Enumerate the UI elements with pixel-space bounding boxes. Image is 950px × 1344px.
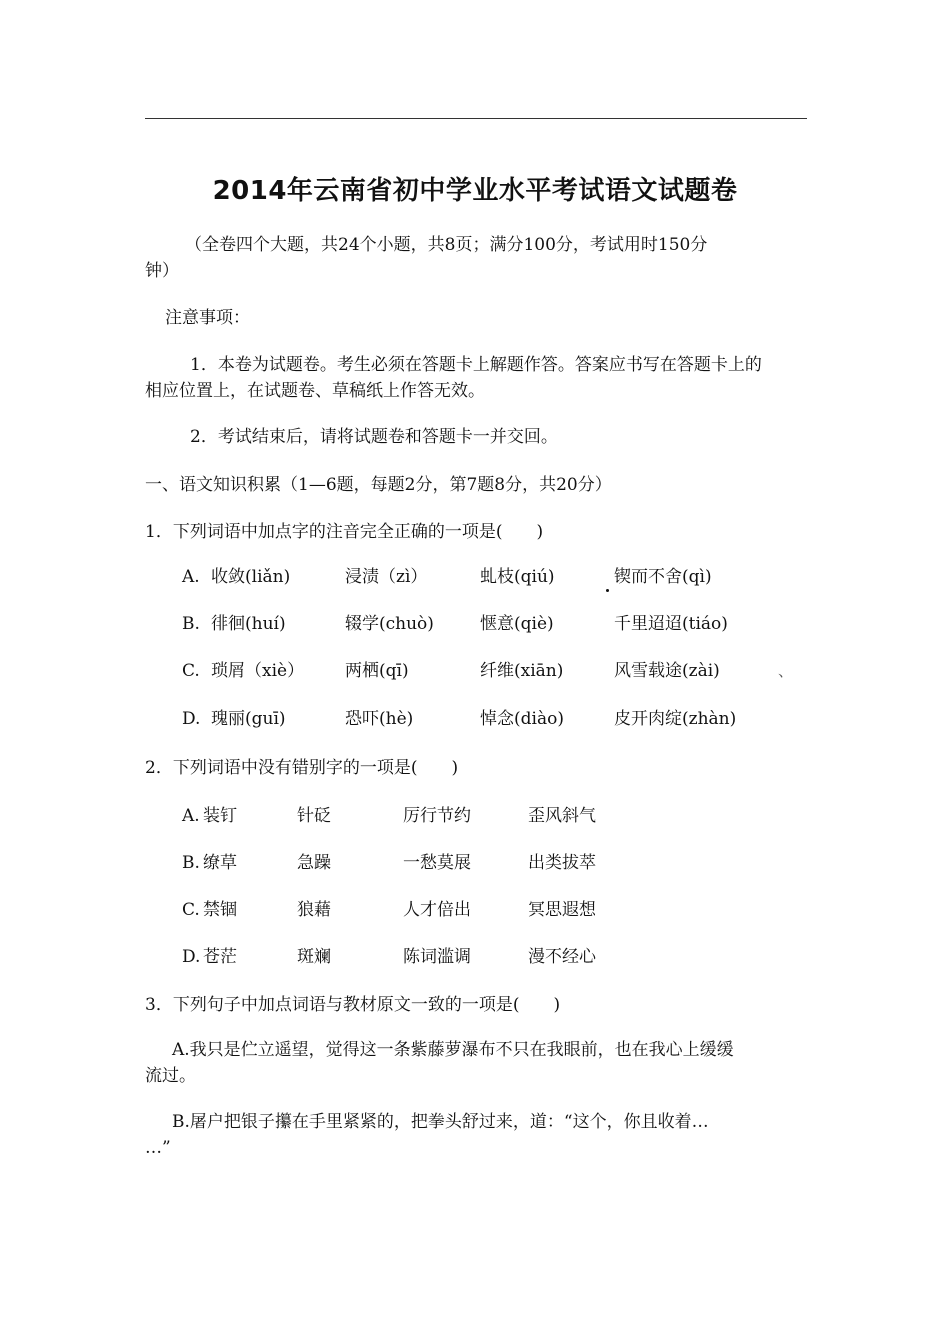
option-word: 辍学(chuò)	[345, 614, 434, 634]
option-word: 浸渍（zì）	[345, 567, 428, 587]
option-word: 一愁莫展	[403, 853, 471, 873]
option-label: A.	[182, 806, 200, 826]
option-word: 斑斓	[297, 947, 331, 967]
option-word: 纤维(xiān)	[480, 661, 564, 681]
notice-heading: 注意事项：	[165, 308, 250, 328]
notice-item-2: 2．考试结束后，请将试题卷和答题卡一并交回。	[190, 427, 558, 447]
question-1-stem: 1．下列词语中加点字的注音完全正确的一项是( )	[145, 522, 544, 542]
notice-item-1-line-2: 相应位置上，在试题卷、草稿纸上作答无效。	[145, 381, 485, 401]
option-label: B.	[182, 853, 200, 873]
option-word: 锲而不舍(qì)	[614, 567, 712, 587]
option-word: 厉行节约	[403, 806, 471, 826]
question-3-option-a-line-2: 流过。	[145, 1066, 196, 1086]
option-label: A.	[182, 567, 200, 587]
question-3-option-b-line-1: B.屠户把银子攥在手里紧紧的，把拳头舒过来，道：“这个，你且收着…	[172, 1112, 709, 1132]
option-word: 皮开肉绽(zhàn)	[614, 709, 737, 729]
option-word: 瑰丽(guī)	[211, 709, 286, 729]
option-word: 装钉	[203, 806, 237, 826]
emphasis-dot	[606, 589, 609, 592]
option-word: 漫不经心	[528, 947, 596, 967]
option-word: 人才倍出	[403, 900, 471, 920]
option-word: 出类拔萃	[528, 853, 596, 873]
question-3-stem: 3．下列句子中加点词语与教材原文一致的一项是( )	[145, 995, 561, 1015]
option-word: 千里迢迢(tiáo)	[614, 614, 728, 634]
option-word: 冥思遐想	[528, 900, 596, 920]
option-word: 狼藉	[297, 900, 331, 920]
option-word: 苍茫	[203, 947, 237, 967]
option-word: 急躁	[297, 853, 331, 873]
question-3-option-a-line-1: A.我只是伫立遥望，觉得这一条紫藤萝瀑布不只在我眼前，也在我心上缓缓	[172, 1040, 734, 1060]
intro-line-2: 钟）	[145, 261, 179, 281]
option-word: 恐吓(hè)	[345, 709, 414, 729]
question-2-stem: 2．下列词语中没有错别字的一项是( )	[145, 758, 459, 778]
section-1-heading: 一、语文知识积累（1—6题，每题2分，第7题8分，共20分）	[145, 475, 612, 495]
option-word: 风雪载途(zài)	[614, 661, 720, 681]
option-label: D.	[182, 709, 201, 729]
option-label: C.	[182, 661, 200, 681]
option-word: 惬意(qiè)	[480, 614, 554, 634]
option-word: 陈词滥调	[403, 947, 471, 967]
option-label: B.	[182, 614, 200, 634]
page-title: 2014年云南省初中学业水平考试语文试题卷	[212, 176, 738, 206]
option-word: 两栖(qī)	[345, 661, 409, 681]
option-word: 歪风斜气	[528, 806, 596, 826]
option-word: 针砭	[297, 806, 331, 826]
option-label: C.	[182, 900, 200, 920]
option-word: 徘徊(huí)	[211, 614, 286, 634]
option-word: 悼念(diào)	[480, 709, 564, 729]
option-word: 虬枝(qiú)	[480, 567, 555, 587]
notice-item-1-line-1: 1．本卷为试题卷。考生必须在答题卡上解题作答。答案应书写在答题卡上的	[190, 355, 762, 375]
intro-line-1: （全卷四个大题，共24个小题，共8页；满分100分，考试用时150分	[185, 235, 708, 255]
stray-mark: 、	[778, 662, 794, 680]
option-word: 禁锢	[203, 900, 237, 920]
option-word: 琐屑（xiè）	[211, 661, 305, 681]
question-3-option-b-line-2: …”	[145, 1138, 171, 1158]
header-rule	[145, 118, 807, 119]
option-word: 缭草	[203, 853, 237, 873]
option-word: 收敛(liǎn)	[211, 567, 291, 587]
option-label: D.	[182, 947, 201, 967]
